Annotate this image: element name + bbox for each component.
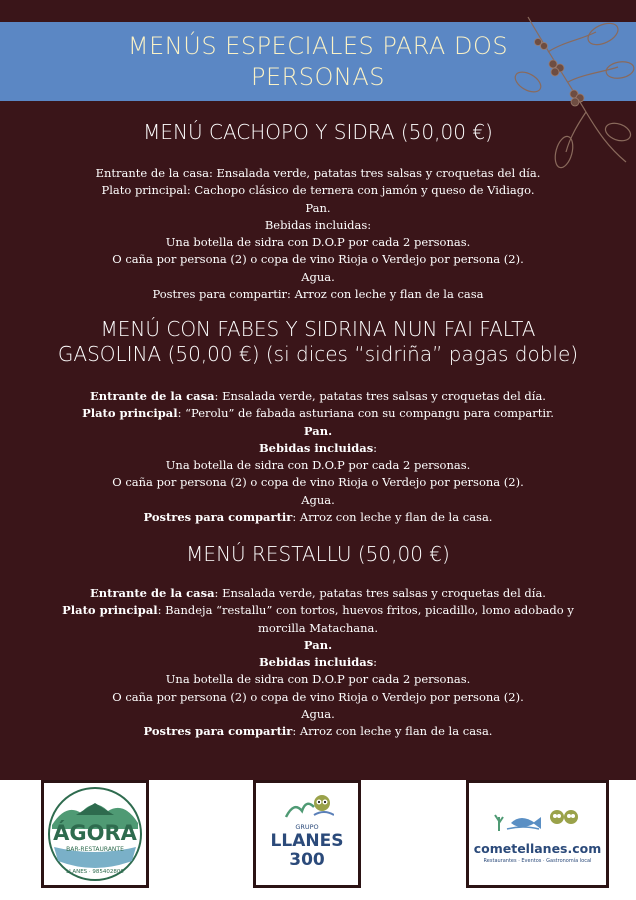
menu3-water: Agua. (301, 707, 335, 722)
menu2-starter (0, 388, 636, 405)
agora-logo (41, 780, 149, 888)
menu3-starter (0, 585, 636, 602)
menu2-title-line2: GASOLINA (50,00 €) (si dices “sidriña” pagas doble) (57, 342, 579, 366)
owl-icon (284, 793, 334, 819)
menu2-drinks (0, 440, 636, 457)
menu1-title: MENÚ CACHOPO Y SIDRA (50,00 €) (143, 120, 493, 144)
menu2-water: Agua. (301, 492, 335, 507)
menu3-starter-text: : Ensalada verde, patatas tres salsas y croquetas del día. (214, 586, 546, 600)
menu2-drink2: O caña por persona (2) o copa de vino Rioja o Verdejo por persona (2). (112, 475, 524, 490)
menu3-main-text: : Bandeja “restallu” con tortos, huevos fritos, picadillo, lomo adobado y (157, 603, 574, 618)
menu1-line: Plato principal: Cachopo clásico de ternera con jamón y queso de Vidiago. (101, 183, 535, 198)
menu2-main-label: Plato principal (82, 406, 178, 421)
menu2-starter-label: Entrante de la casa (90, 389, 215, 403)
menu2-description (0, 388, 636, 526)
menu2-drinks-colon: : (373, 440, 378, 455)
grupo-number: 300 (289, 850, 325, 870)
agora-name: ÁGORA (53, 821, 137, 845)
cometellanes-tagline: Restaurantes · Eventos · Gastronomía local (483, 858, 592, 864)
fish-owl-icon (493, 805, 585, 833)
menu2-dessert (0, 509, 636, 526)
banner-title-line2: PERSONAS (250, 62, 386, 91)
menu1-line: Una botella de sidra con D.O.P por cada 2 personas. (165, 235, 471, 250)
menu2-drinks-label: Bebidas incluidas (258, 440, 374, 455)
menu3-drinks-colon: : (373, 655, 378, 670)
menu3-drinks-label: Bebidas incluidas (258, 655, 374, 670)
menu3-dessert-label: Postres para compartir (143, 724, 293, 739)
menu2-drink1: Una botella de sidra con D.O.P por cada 2 personas. (165, 458, 471, 473)
banner-title-line1: MENÚS ESPECIALES PARA DOS (127, 31, 509, 60)
menu2-dessert-label: Postres para compartir (143, 510, 293, 525)
footer-logos (0, 780, 636, 900)
menu1-description (0, 165, 636, 303)
grupo-label: GRUPO (295, 823, 319, 831)
menu1-line: Agua. (301, 269, 335, 284)
cometellanes-name: cometellanes.com (473, 841, 602, 856)
grupo-llanes-logo (253, 780, 361, 888)
menu2-title-line1: MENÚ CON FABES Y SIDRINA NUN FAI FALTA (100, 317, 536, 341)
menu3-dessert-text: : Arroz con leche y flan de la casa. (292, 724, 493, 739)
menu3-bread-label: Pan. (303, 637, 333, 652)
menu3-main-label: Plato principal (62, 603, 158, 618)
menu2-dessert-text: : Arroz con leche y flan de la casa. (292, 510, 493, 525)
menu3-drink1: Una botella de sidra con D.O.P por cada 2 personas. (165, 672, 471, 687)
coffee-branch-illustration (508, 12, 636, 172)
grupo-name: LLANES (270, 831, 344, 851)
menu3-drink2: O caña por persona (2) o copa de vino Rioja o Verdejo por persona (2). (112, 689, 524, 704)
menu1-line: O caña por persona (2) o copa de vino Rioja o Verdejo por persona (2). (112, 252, 524, 267)
menu3-drinks (0, 654, 636, 671)
cometellanes-logo (466, 780, 609, 888)
agora-subtitle: BAR-RESTAURANTE (66, 846, 124, 853)
menu2-main (0, 405, 636, 422)
menu2-main-text: : “Perolu” de fabada asturiana con su compangu para compartir. (177, 406, 554, 421)
menu1-line: Postres para compartir: Arroz con leche y flan de la casa (152, 287, 484, 302)
menu3-dessert (0, 723, 636, 740)
menu2-starter-text: : Ensalada verde, patatas tres salsas y croquetas del día. (214, 389, 546, 403)
menu2-bread (0, 423, 636, 440)
menu3-description (0, 585, 636, 741)
menu3-main (0, 602, 636, 619)
menu3-starter-label: Entrante de la casa (90, 586, 215, 600)
menu3-title: MENÚ RESTALLU (50,00 €) (186, 542, 450, 566)
menu1-line: Pan. (305, 200, 331, 215)
agora-contact: LLANES · 985402800 (66, 869, 124, 875)
menu3-bread (0, 637, 636, 654)
menu1-line: Bebidas incluidas: (264, 217, 372, 232)
menu3-main-cont: morcilla Matachana. (257, 620, 379, 635)
menu1-line: Entrante de la casa: Ensalada verde, patatas tres salsas y croquetas del día. (95, 166, 541, 180)
menu2-bread-label: Pan. (303, 423, 333, 438)
